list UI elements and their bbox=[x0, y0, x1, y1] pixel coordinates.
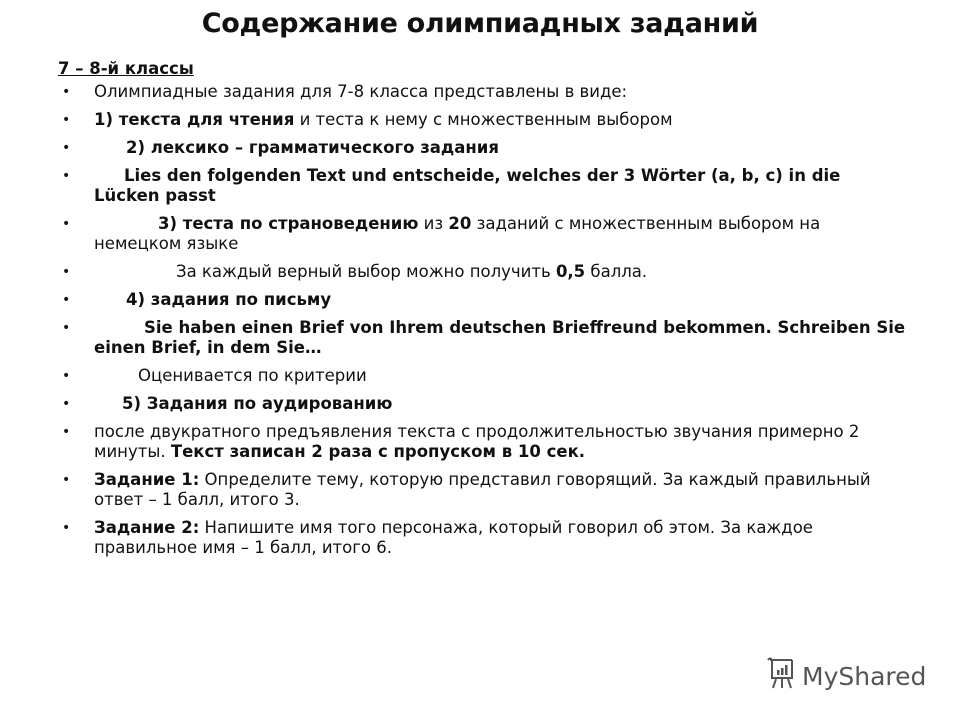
list-item-text bbox=[94, 394, 908, 414]
list-item bbox=[58, 138, 908, 158]
list-item bbox=[58, 470, 908, 510]
bullet-icon: • bbox=[62, 520, 71, 536]
grade-subtitle: 7 – 8-й классы bbox=[58, 59, 194, 78]
watermark-label: MyShared bbox=[802, 661, 927, 691]
bullet-icon: • bbox=[62, 424, 71, 440]
bullet-icon: • bbox=[62, 368, 71, 384]
list-item bbox=[58, 214, 908, 254]
text-run: и теста к нему с множественным выбором bbox=[294, 110, 673, 129]
list-item bbox=[58, 518, 908, 558]
list-item bbox=[58, 366, 908, 386]
list-item-text bbox=[94, 366, 908, 386]
list-item-text bbox=[94, 518, 908, 558]
list-item bbox=[58, 262, 908, 282]
list-item bbox=[58, 318, 908, 358]
bullet-icon: • bbox=[62, 264, 71, 280]
bullet-icon: • bbox=[62, 168, 71, 184]
list-item bbox=[58, 422, 908, 462]
bullet-icon: • bbox=[62, 140, 71, 156]
list-item bbox=[58, 290, 908, 310]
list-item-text bbox=[94, 82, 908, 102]
bullet-icon: • bbox=[62, 216, 71, 232]
text-run: За каждый верный выбор можно получить bbox=[176, 262, 556, 281]
text-run: после двукратного предъявления текста с продолжительностью звучания примерно 2 минуты. bbox=[94, 422, 860, 461]
list-item-text bbox=[94, 422, 908, 462]
bullet-icon: • bbox=[62, 396, 71, 412]
text-run: Задание 2: bbox=[94, 518, 200, 537]
text-run: из bbox=[418, 214, 449, 233]
text-run: Олимпиадные задания для 7-8 класса представлены в виде: bbox=[94, 82, 628, 101]
list-item-text bbox=[94, 166, 908, 206]
text-run: 3) теста по страноведению bbox=[158, 214, 419, 233]
list-item bbox=[58, 166, 908, 206]
text-run: 4) задания по письму bbox=[126, 290, 332, 309]
text-run: 0,5 bbox=[555, 262, 586, 281]
text-run: Задание 1: bbox=[94, 470, 200, 489]
list-item-text bbox=[94, 470, 908, 510]
text-run: 2) лексико – грамматического задания bbox=[126, 138, 499, 157]
text-run: 20 bbox=[448, 214, 472, 233]
bullet-list bbox=[58, 82, 908, 558]
text-run: балла. bbox=[585, 262, 648, 281]
slide-title: Содержание олимпиадных заданий bbox=[201, 8, 759, 39]
text-run: заданий с множественным выбором на немецком языке bbox=[94, 214, 821, 253]
text-run: 1) текста для чтения bbox=[94, 110, 295, 129]
presentation-board-icon bbox=[766, 656, 796, 696]
bullet-icon: • bbox=[62, 112, 71, 128]
list-item bbox=[58, 110, 908, 130]
list-item bbox=[58, 394, 908, 414]
list-item-text bbox=[94, 138, 908, 158]
list-item-text bbox=[94, 290, 908, 310]
bullet-icon: • bbox=[62, 320, 71, 336]
list-item-text bbox=[94, 110, 908, 130]
list-item-text bbox=[94, 214, 908, 254]
text-run: Определите тему, которую представил говорящий. За каждый правильный ответ – 1 балл, итого 3. bbox=[94, 470, 871, 509]
bullet-icon: • bbox=[62, 84, 71, 100]
list-item bbox=[58, 82, 908, 102]
myshared-watermark[interactable] bbox=[766, 656, 926, 696]
bullet-icon: • bbox=[62, 472, 71, 488]
text-run: Lies den folgenden Text und entscheide, welches der 3 Wörter (a, b, c) in die Lücken passt bbox=[94, 166, 841, 205]
list-item-text bbox=[94, 262, 908, 282]
text-run: Текст записан 2 раза с пропуском в 10 сек. bbox=[170, 442, 586, 461]
text-run: Оценивается по критерии bbox=[138, 366, 367, 385]
bullet-icon: • bbox=[62, 292, 71, 308]
list-item-text bbox=[94, 318, 908, 358]
slide-content bbox=[58, 58, 908, 566]
text-run: Sie haben einen Brief von Ihrem deutschen Brieffreund bekommen. Schreiben Sie einen Brief, in dem Sie… bbox=[94, 318, 906, 357]
text-run: Напишите имя того персонажа, который говорил об этом. За каждое правильное имя – 1 балл, итого 6. bbox=[94, 518, 813, 557]
text-run: 5) Задания по аудированию bbox=[122, 394, 393, 413]
